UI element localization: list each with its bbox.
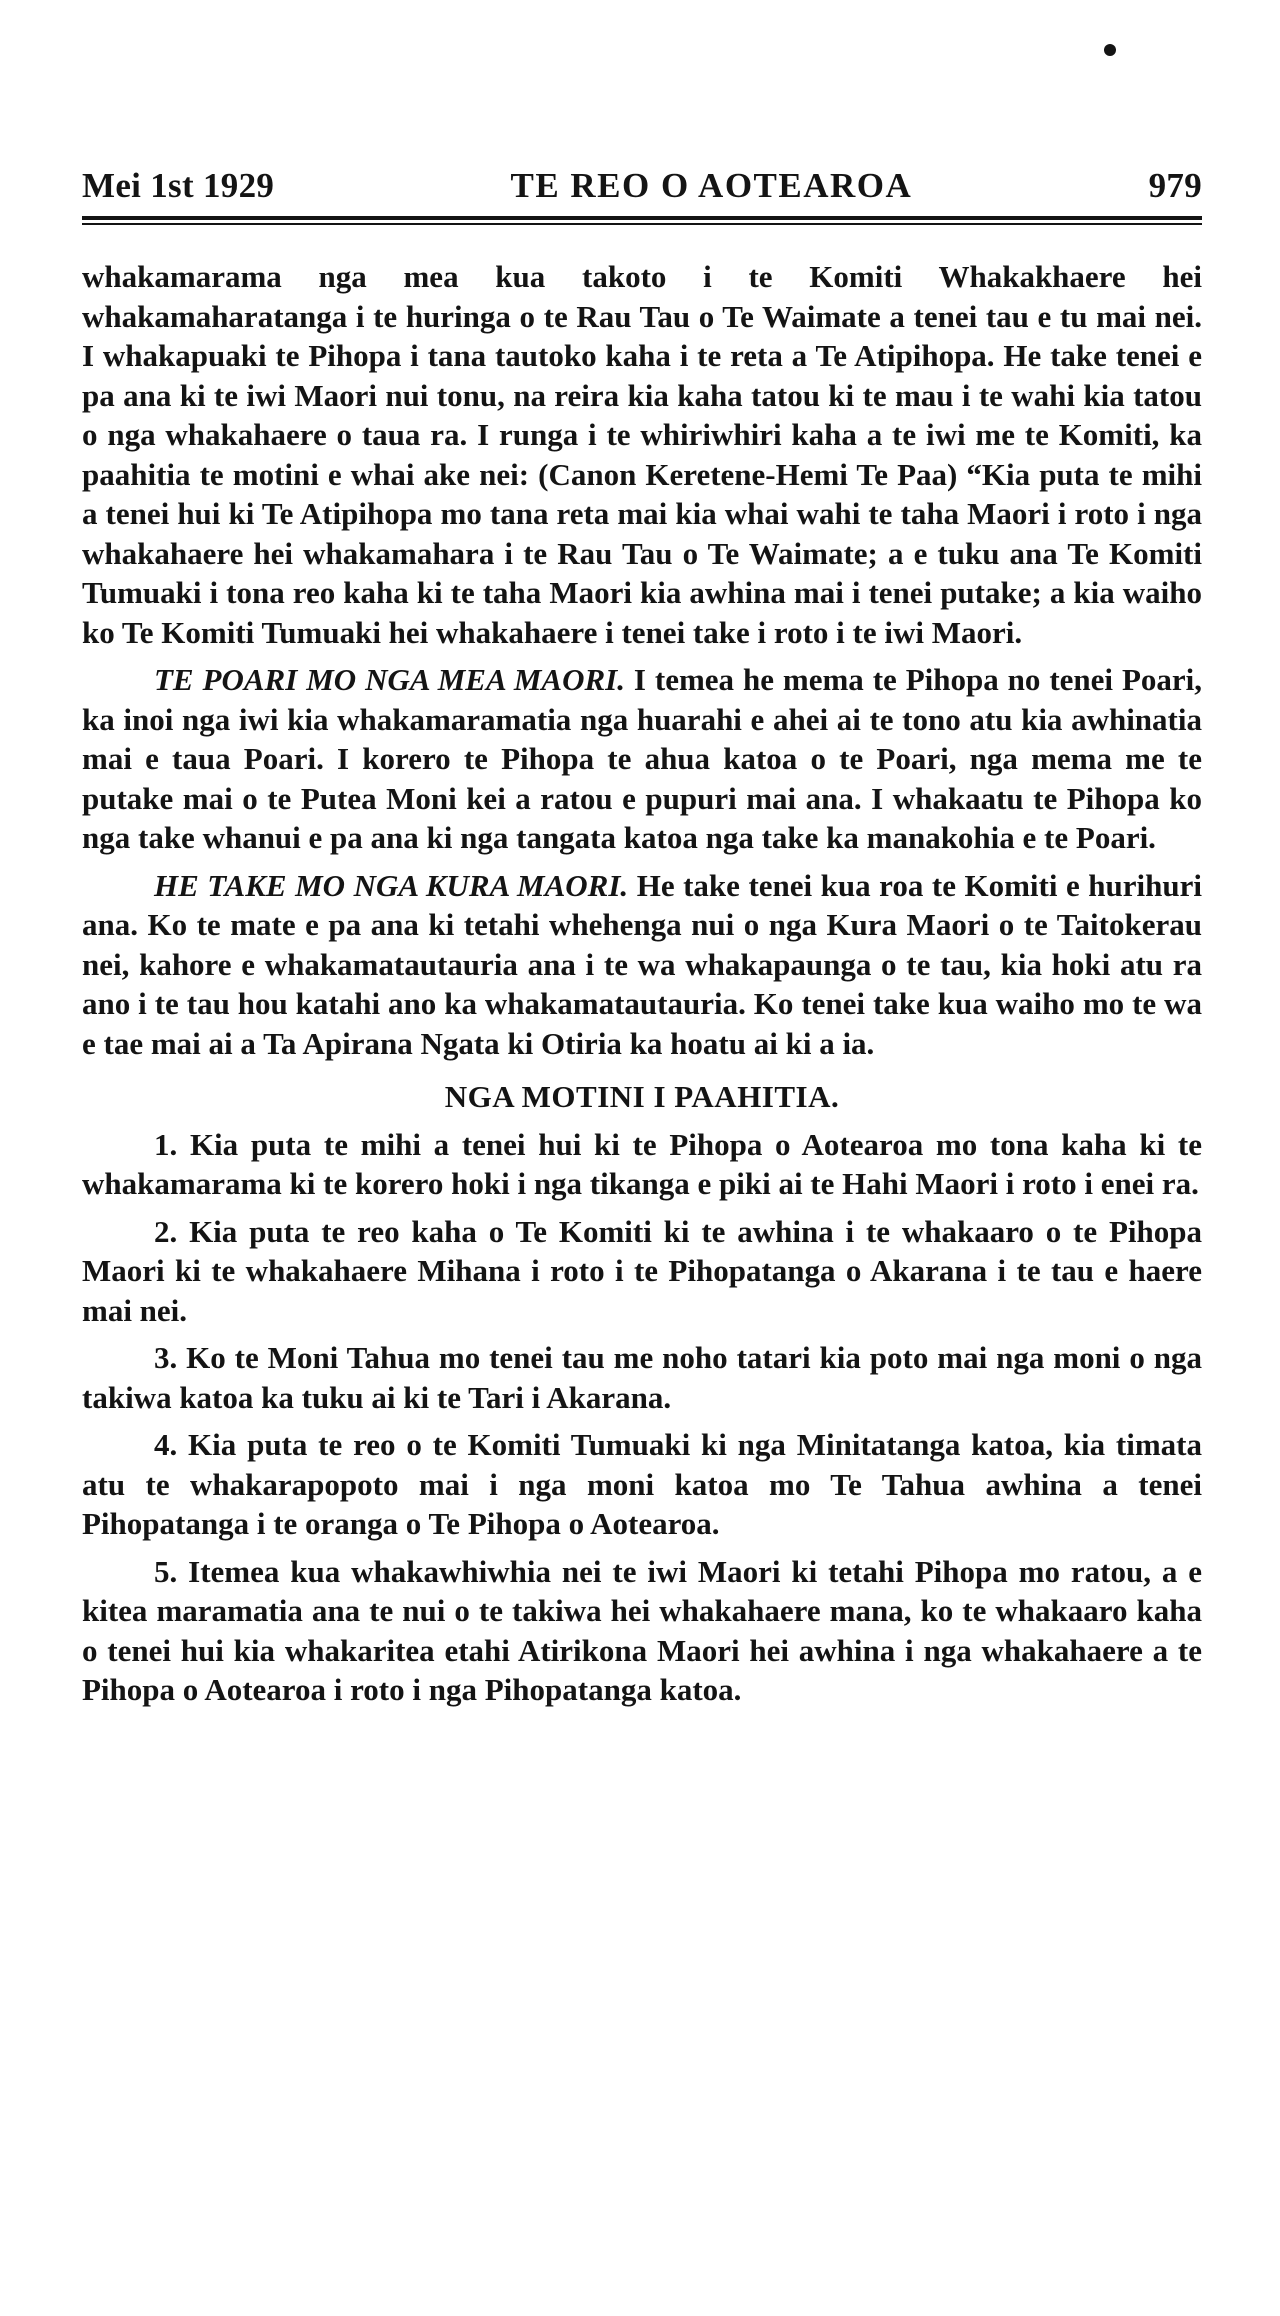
paragraph-2-text: I temea he mema te Pihopa no tenei Poari, ka inoi nga iwi kia whakamaramatia nga huarahi e ahei ai te tono atu kia awhinatia mai e taua Poari. I korero te Pihopa te ahua katoa o te Poari, nga mema me te putake mai o te Putea Moni kei a ratou e pupuri mai ana. I whakaatu te Pihopa ko nga take whanui e pa ana ki nga tangata katoa nga take ka manakohia e te Poari. bbox=[82, 662, 1203, 855]
paragraph-1: whakamarama nga mea kua takoto i te Komiti Whakakhaere hei whakamaharatanga i te huringa o te Rau Tau o Te Waimate a tenei tau e tu mai nei. I whakapuaki te Pihopa i tana tautoko kaha i te reta a Te Atipihopa. He take tenei e pa ana ki te iwi Maori nui tonu, na reira kia kaha tatou ki te mau i te wahi kia tatou o nga whakahaere o taua ra. I runga i te whiriwhiri kaha a te iwi me te Komiti, ka paahitia te motini e whai ake nei: (Canon Keretene-Hemi Te Paa) “Kia puta te mihi a tenei hui ki Te Atipihopa mo tana reta mai kia whai wahi te taha Maori i roto i nga whakahaere hei whakamahara i te Rau Tau o Te Waimate; a e tuku ana Te Komiti Tumuaki i tona reo kaha ki te taha Maori kia awhina mai i tenei putake; a kia waiho ko Te Komiti Tumuaki hei whakahaere i tenei take i roto i te iwi Maori. bbox=[82, 259, 1202, 650]
paragraph-3 bbox=[82, 866, 1202, 1064]
paragraph-2 bbox=[82, 660, 1202, 858]
page bbox=[82, 166, 1202, 1710]
ink-dot-mark bbox=[1104, 44, 1116, 56]
section-heading-kura: HE TAKE MO NGA KURA MAORI. bbox=[154, 867, 629, 903]
header-date: Mei 1st 1929 bbox=[82, 166, 275, 205]
paragraph-3-text: He take tenei kua roa te Komiti e hurihuri ana. Ko te mate e pa ana ki tetahi whehenga nui o nga Kura Maori o te Taitokerau nei, kahore e whakamatautauria ana i te wa whakapaunga o te tau, kia hoki atu ra ano i te tau hou katahi ano ka whakamatautauria. Ko tenei take kua waiho mo te wa e tae mai ai a Ta Apirana Ngata ki Otiria ka hoatu ai ki a ia. bbox=[82, 867, 1202, 1061]
header-rule-thick bbox=[82, 216, 1202, 220]
page-number: 979 bbox=[1148, 166, 1202, 205]
motion-item-1: 1. Kia puta te mihi a tenei hui ki te Pihopa o Aotearoa mo tona kaha ki te whakamarama ki te korero hoki i nga tikanga e piki ai te Hahi Maori i roto i enei ra. bbox=[82, 1126, 1202, 1201]
motions-heading: NGA MOTINI I PAAHITIA. bbox=[444, 1079, 840, 1114]
motion-item-2: 2. Kia puta te reo kaha o Te Komiti ki te awhina i te whakaaro o te Pihopa Maori ki te whakahaere Mihana i roto i te Pihopatanga o Akarana i te tau e haere mai nei. bbox=[82, 1213, 1202, 1328]
section-heading-poari: TE POARI MO NGA MEA MAORI. bbox=[154, 662, 625, 697]
motion-item-4: 4. Kia puta te reo o te Komiti Tumuaki ki nga Minitatanga katoa, kia timata atu te whakarapopoto mai i nga moni katoa mo Te Tahua awhina a tenei Pihopatanga i te oranga o Te Pihopa o Aotearoa. bbox=[82, 1427, 1202, 1541]
header-rule-thin bbox=[82, 223, 1202, 225]
motion-item-3: 3. Ko te Moni Tahua mo tenei tau me noho tatari kia poto mai nga moni o nga takiwa katoa ka tuku ai ki te Tari i Akarana. bbox=[82, 1340, 1202, 1415]
header-title: TE REO O AOTEAROA bbox=[510, 166, 913, 205]
article-body bbox=[82, 257, 1202, 1710]
running-header bbox=[82, 166, 1202, 206]
motion-item-5: 5. Itemea kua whakawhiwhia nei te iwi Maori ki tetahi Pihopa mo ratou, a e kitea maramatia ana te nui o te takiwa hei whakahaere mana, ko te whakaaro kaha o tenei hui kia whakaritea etahi Atirikona Maori hei awhina i nga whakahaere a te Pihopa o Aotearoa i roto i nga Pihopatanga katoa. bbox=[82, 1553, 1202, 1707]
